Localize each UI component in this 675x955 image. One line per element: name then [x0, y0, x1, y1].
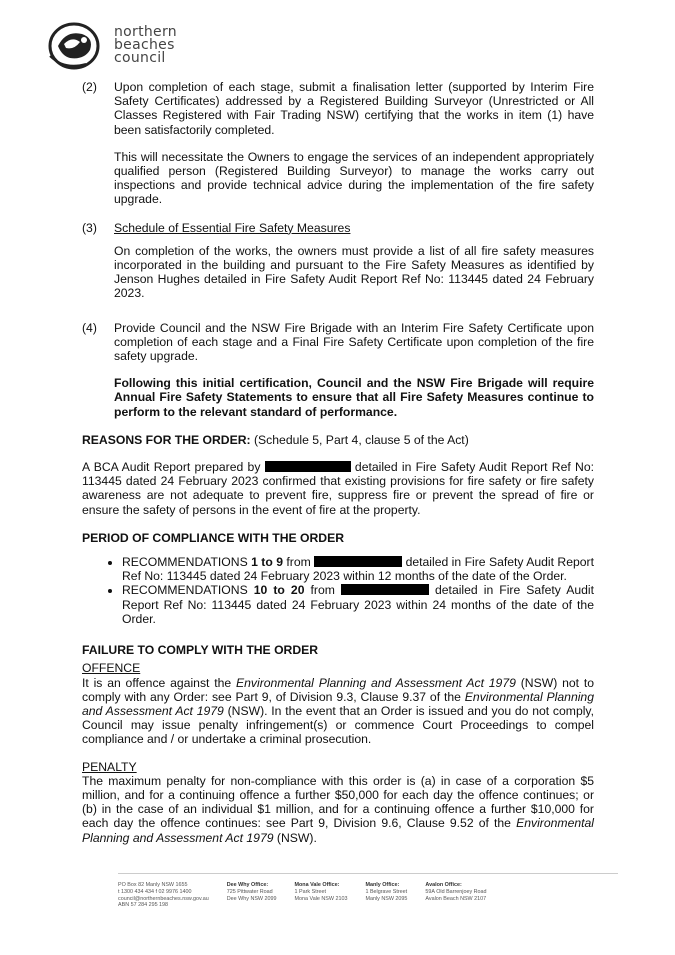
list-item: • RECOMMENDATIONS 1 to 9 from detailed in Fire Safety Audit Report Ref No: 113445 dated 24 February 2023 within 12 months of the date of the Order. [122, 555, 594, 583]
paragraph: This will necessitate the Owners to engage the services of an independent appropriately qualified person (Registered Building Surveyor) to manage the works carry out inspections and provide technical advice during the implementation of the fire safety upgrade. [114, 149, 594, 207]
item-3 [82, 221, 594, 301]
logo-line-1: northern [114, 23, 177, 40]
footer-contact: PO Box 82 Manly NSW 1655 t 1300 434 434 f 02 9976 1400 council@northernbeaches.nsw.gov.au ABN 57 284 295 198 [118, 882, 209, 909]
footer-dee-why: Dee Why Office: 725 Pittwater Road Dee Why NSW 2099 [226, 882, 277, 902]
offence-paragraph: It is an offence against the Environmental Planning and Assessment Act 1979 (NSW) not to comply with any Order: see Part 9, of Division 9.3, Clause 9.37 of the Environmental Planning and Assessment Act 1979 (NSW). In the event that an Order is issued and you do not comply, Council may issue penalty infringement(s) or commence Court Proceedings to compel compliance and / or undertake a criminal prosecution. [82, 675, 595, 747]
period-heading: PERIOD OF COMPLIANCE WITH THE ORDER [82, 530, 345, 545]
page-footer [118, 873, 618, 909]
footer-mona-vale: Mona Vale Office: 1 Park Street Mona Vale NSW 2103 [294, 882, 348, 902]
council-logo [44, 16, 177, 74]
footer-avalon: Avalon Office: 59A Old Barrenjoey Road Avalon Beach NSW 2107 [425, 882, 487, 902]
item-number: (2) [82, 80, 97, 94]
item-4 [82, 321, 594, 419]
bold-paragraph: Following this initial certification, Council and the NSW Fire Brigade will require Annual Fire Safety Statements to ensure that all Fire Safety Measures continue to perform to the relevant standard of performance. [114, 376, 594, 419]
redacted-block [314, 556, 402, 567]
item-2 [82, 80, 594, 207]
logo-line-3: council [114, 49, 166, 66]
item-title: Schedule of Essential Fire Safety Measures [114, 220, 351, 235]
reasons-heading: REASONS FOR THE ORDER: (Schedule 5, Part 4, clause 5 of the Act) [82, 432, 469, 447]
council-emblem-icon [44, 16, 106, 74]
penalty-title: PENALTY [82, 759, 137, 774]
offence-title: OFFENCE [82, 661, 141, 676]
compliance-list [82, 555, 594, 626]
list-item: • RECOMMENDATIONS 10 to 20 from detailed in Fire Safety Audit Report Ref No: 113445 dated 24 February 2023 within 24 months of the date of the Order. [122, 583, 594, 626]
footer-manly: Manly Office: 1 Belgrave Street Manly NSW 2095 [365, 882, 408, 902]
redacted-block [341, 584, 429, 595]
paragraph: Upon completion of each stage, submit a finalisation letter (supported by Interim Fire Safety Certificates) addressed by a Registered Building Surveyor (Unrestricted or All Classes Registered with Fair Trading NSW) certifying that the works in item (1) have been satisfactorily completed. [114, 80, 594, 137]
paragraph: Provide Council and the NSW Fire Brigade with an Interim Fire Safety Certificate upon completion of each stage and a Final Fire Safety Certificate upon completion of the fire safety upgrade. [114, 320, 594, 364]
council-name [114, 23, 177, 66]
item-number: (4) [82, 320, 97, 335]
item-number: (3) [82, 220, 97, 235]
logo-line-2: beaches [114, 36, 175, 53]
redacted-block [265, 461, 351, 472]
penalty-paragraph: The maximum penalty for non-compliance with this order is (a) in case of a corporation $5 million, and for a continuing offence a further $50,000 for each day the offence continues; or (b) in the case of an individual $1 million, and for a continuing offence a further $10,000 for each day the offence continues: see Part 9, Division 9.6, Clause 9.52 of the Environmental Planning and Assessment Act 1979 (NSW). [82, 773, 594, 845]
paragraph: On completion of the works, the owners must provide a list of all fire safety measures incorporated in the building and pursuant to the Fire Safety Measures as identified by Jenson Hughes detailed in Fire Safety Audit Report Ref No: 113445 dated 24 February 2023. [114, 243, 594, 301]
failure-heading: FAILURE TO COMPLY WITH THE ORDER [82, 643, 319, 658]
document-body [82, 80, 594, 845]
reasons-paragraph: A BCA Audit Report prepared by detailed in Fire Safety Audit Report Ref No: 113445 dated 24 February 2023 confirmed that existing provisions for fire safety or fire safety awareness are not adequate to prevent fire, suppress fire or prevent the spread of fire or ensure the safety of persons in the event of fire at the property. [82, 460, 594, 517]
